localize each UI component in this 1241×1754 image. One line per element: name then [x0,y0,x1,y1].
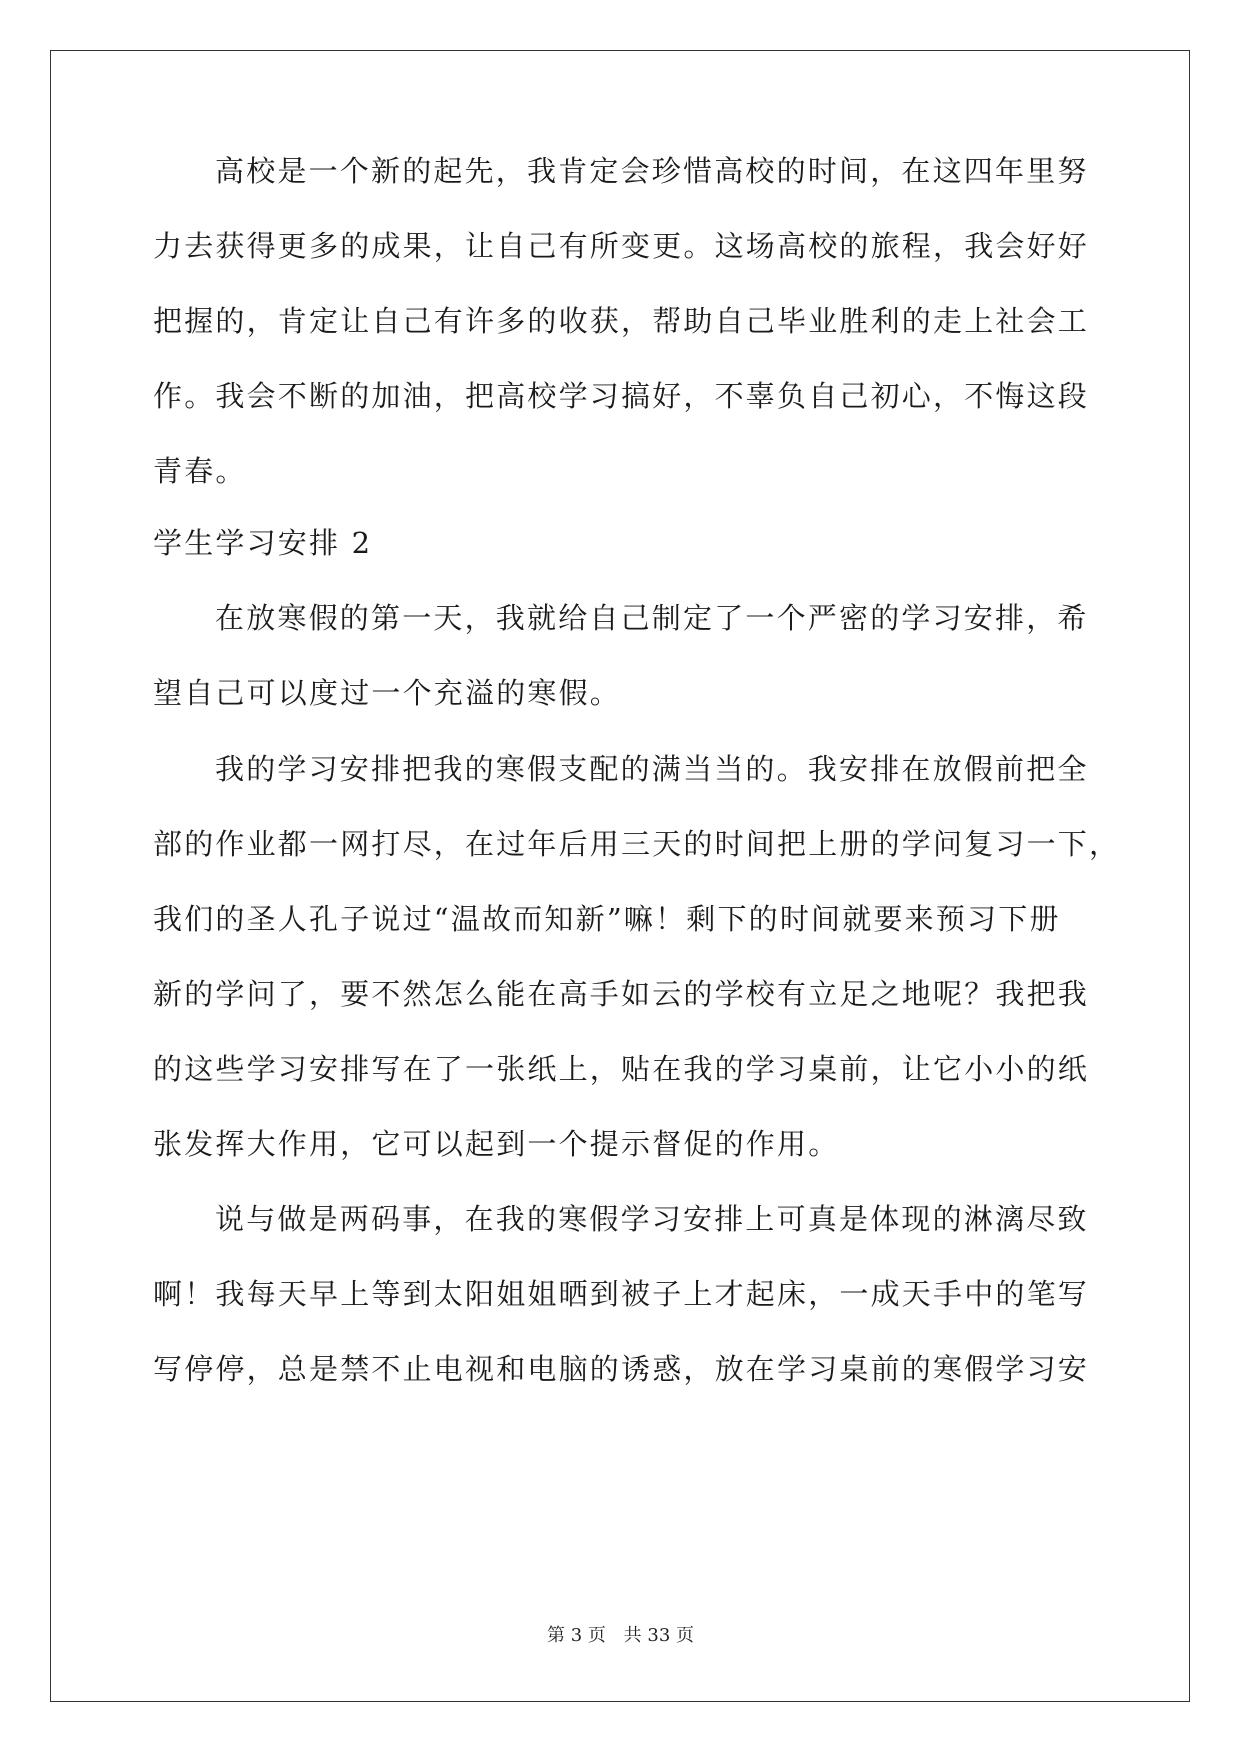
paragraph-4-line-1: 说与做是两码事，在我的寒假学习安排上可真是体现的淋漓尽致 [215,1202,1089,1236]
paragraph-4-line-2: 啊！我每天早上等到太阳姐姐晒到被子上才起床，一成天手中的笔写 [153,1277,1090,1311]
paragraph-1-line-1: 高校是一个新的起先，我肯定会珍惜高校的时间，在这四年里努 [215,154,1089,188]
paragraph-2-line-2: 望自己可以度过一个充溢的寒假。 [153,676,622,710]
paragraph-3-line-2: 部的作业都一网打尽，在过年后用三天的时间把上册的学问复习一下， [153,827,1121,861]
paragraph-1-line-5: 青春。 [153,454,247,488]
paragraph-3-line-4: 新的学问了，要不然怎么能在高手如云的学校有立足之地呢？我把我 [153,977,1090,1011]
paragraph-3-line-3: 我们的圣人孔子说过“温故而知新”嘛！剩下的时间就要来预习下册 [153,902,1061,936]
paragraph-2-line-1: 在放寒假的第一天，我就给自己制定了一个严密的学习安排，希 [215,601,1089,635]
page-total: 共 33 页 [623,1625,694,1646]
paragraph-3-line-5: 的这些学习安排写在了一张纸上，贴在我的学习桌前，让它小小的纸 [153,1052,1090,1086]
paragraph-3-line-1: 我的学习安排把我的寒假支配的满当当的。我安排在放假前把全 [215,752,1089,786]
paragraph-4-line-3: 写停停，总是禁不止电视和电脑的诱惑，放在学习桌前的寒假学习安 [153,1352,1090,1386]
page-number: 第 3 页 [547,1625,606,1646]
paragraph-1-line-3: 把握的，肯定让自己有许多的收获，帮助自己毕业胜利的走上社会工 [153,304,1090,338]
section-heading: 学生学习安排 2 [153,526,373,560]
paragraph-1-line-2: 力去获得更多的成果，让自己有所变更。这场高校的旅程，我会好好 [153,229,1090,263]
page-border [50,50,1190,1702]
paragraph-1-line-4: 作。我会不断的加油，把高校学习搞好，不辜负自己初心，不悔这段 [153,379,1090,413]
page-footer [0,1621,1241,1647]
paragraph-3-line-6: 张发挥大作用，它可以起到一个提示督促的作用。 [153,1127,840,1161]
